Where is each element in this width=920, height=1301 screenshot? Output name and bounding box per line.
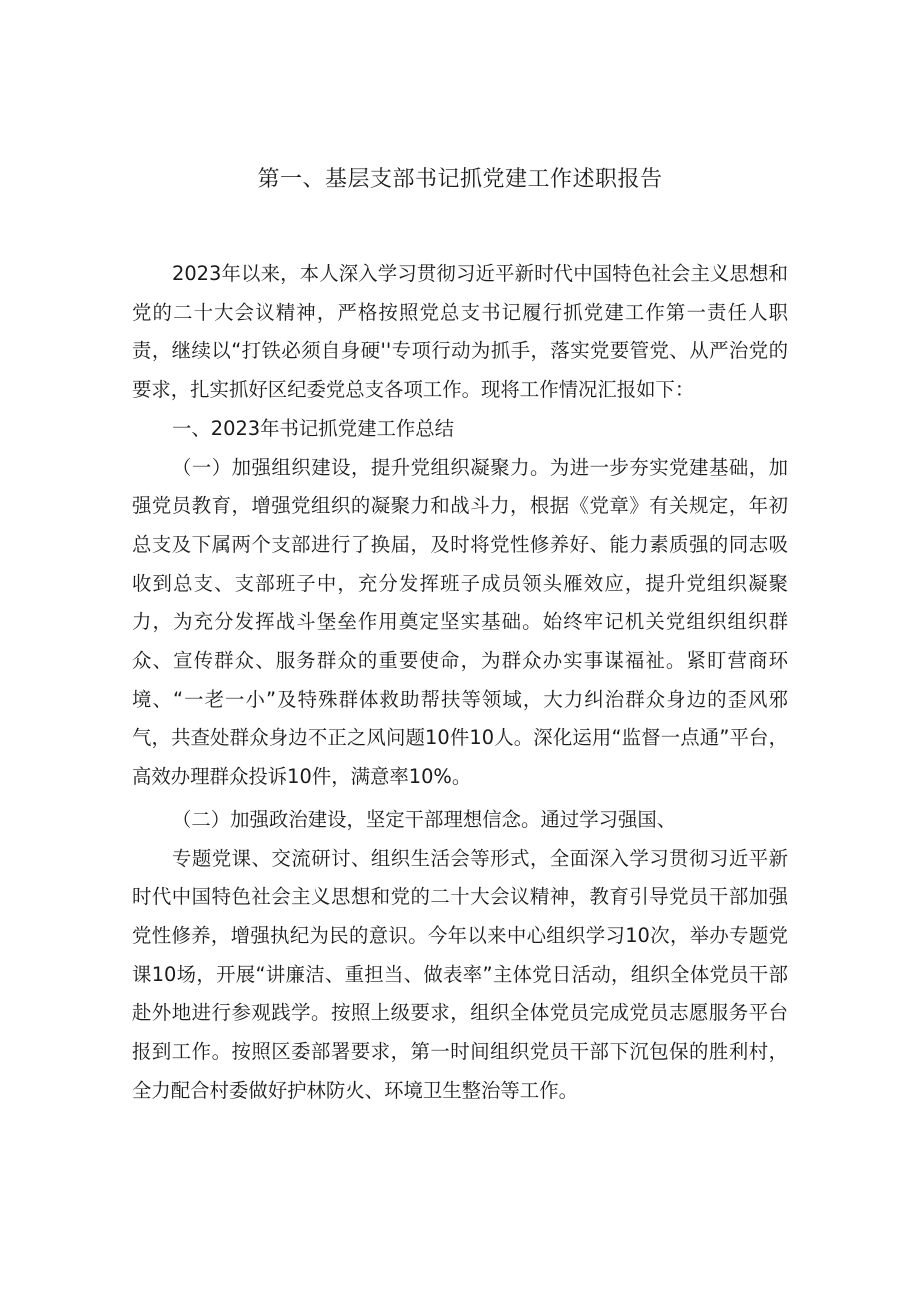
paragraph-organization-building: （一）加强组织建设，提升党组织凝聚力。为进一步夯实党建基础，加强党员教育，增强党组织的凝聚力和战斗力，根据《党章》有关规定，年初总支及下属两个支部进行了换届，及时将党性修养好、能力素质强的同志吸收到总支、支部班子中，充分发挥班子成员领头雁效应，提升党组织凝聚力，为充分发挥战斗堡垒作用奠定坚实基础。始终牢记机关党组织组织群众、宣传群众、服务群众的重要使命，为群众办实事谋福祉。紧盯营商环境、“一老一小”及特殊群体救助帮扶等领域，大力纠治群众身边的歪风邪气，共查处群众身边不正之风问题10件10人。深化运用“监督一点通”平台，高效办理群众投诉10件，满意率10%。: [132, 455, 788, 789]
paragraph-political-building-lead: （二）加强政治建设，坚定干部理想信念。通过学习强国、: [172, 807, 677, 831]
paragraph-political-building: 专题党课、交流研讨、组织生活会等形式，全面深入学习贯彻习近平新时代中国特色社会主义思想和党的二十大会议精神，教育引导党员干部加强党性修养，增强执纪为民的意识。今年以来中心组织学习10次，举办专题党课10场，开展“讲廉洁、重担当、做表率”主体党日活动，组织全体党员干部赴外地进行参观践学。按照上级要求，组织全体党员完成党员志愿服务平台报到工作。按照区委部署要求，第一时间组织党员干部下沉包保的胜利村，全力配合村委做好护林防火、环境卫生整治等工作。: [132, 846, 788, 1102]
document-body: [132, 255, 788, 1110]
section-heading-1: 一、2023年书记抓党建工作总结: [172, 416, 455, 440]
paragraph-intro: 2023年以来，本人深入学习贯彻习近平新时代中国特色社会主义思想和党的二十大会议精神，严格按照党总支书记履行抓党建工作第一责任人职责，继续以“打铁必须自身硬''专项行动为抓手，落实党要管党、从严治党的要求，扎实抓好区纪委党总支各项工作。现将工作情况汇报如下：: [132, 262, 788, 402]
document-title: 第一、基层支部书记抓党建工作述职报告: [257, 167, 663, 192]
